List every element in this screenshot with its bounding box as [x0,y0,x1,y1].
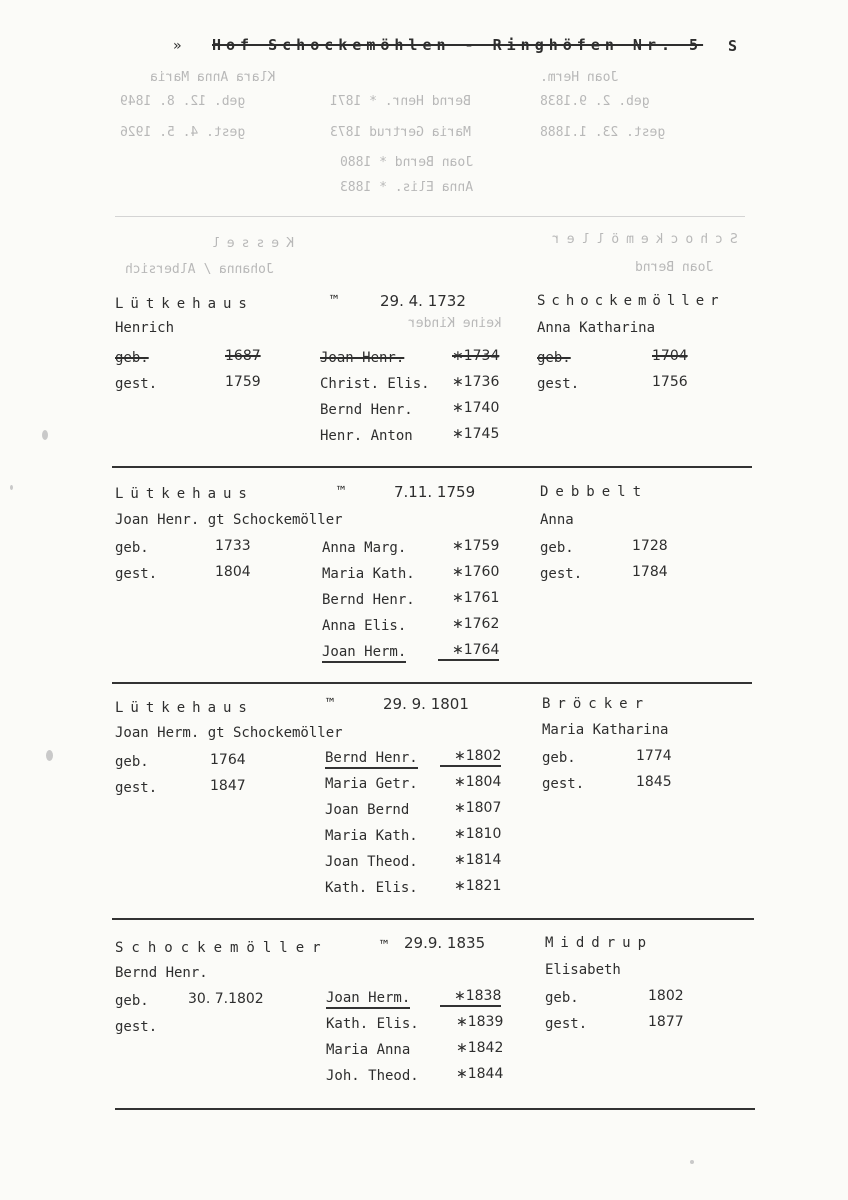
husband-died-year: 1804 [215,564,251,580]
header-prefix: » [173,38,182,54]
child-birth-year: ∗1802 [440,748,501,767]
child-birth-year: ∗1821 [454,878,502,894]
marriage-symbol: ™ [330,293,339,309]
husband-surname: Lütkehaus [115,486,254,502]
child-birth-year: ∗1761 [452,590,500,606]
husband-given-name: Henrich [115,320,175,336]
scan-speck [10,485,13,490]
husband-born-year: 1764 [210,752,246,768]
child-birth-year: ∗1759 [452,538,500,554]
bleed-through-text: Joan Bernd * 1880 [340,155,474,170]
child-birth-year: ∗1804 [454,774,502,790]
child-birth-year: ∗1838 [440,988,501,1007]
child-name: Joan Bernd [325,802,410,818]
child-birth-year: ∗1760 [452,564,500,580]
bleed-through-text: Joan Herm. [540,70,619,85]
child-name: Maria Kath. [325,828,418,844]
husband-surname: Lütkehaus [115,296,254,312]
child-birth-year: ∗1740 [452,400,500,416]
wife-born-year: 1704 [652,348,688,364]
husband-died-label: gest. [115,1019,158,1035]
bleed-through-text: gest. 23. 1.1888 [540,125,666,140]
section-divider [115,1108,755,1110]
child-name: Joan Theod. [325,854,418,870]
bleed-through-text: keine Kinder [408,316,502,331]
wife-died-label: gest. [545,1016,588,1032]
child-name: Kath. Elis. [325,880,418,896]
wife-born-label: geb. [542,750,576,766]
scan-speck [690,1160,694,1164]
section-divider [112,466,752,468]
child-birth-year: ∗1734 [452,348,500,364]
wife-born-year: 1728 [632,538,668,554]
child-name: Maria Anna [326,1042,411,1058]
wife-died-year: 1784 [632,564,668,580]
bleed-through-text: Schockemöller [545,232,738,247]
child-name: Joh. Theod. [326,1068,419,1084]
bleed-through-text: Joan Bernd [635,260,714,275]
scan-speck [42,430,48,440]
husband-born-year: 1687 [225,348,261,364]
husband-born-label: geb. [115,540,149,556]
bleed-through-text: Johanna / Albersich [125,262,274,277]
child-name: Christ. Elis. [320,376,430,392]
wife-born-year: 1774 [636,748,672,764]
wife-died-year: 1756 [652,374,688,390]
child-birth-year: ∗1736 [452,374,500,390]
bleed-through-text: Maria Gertrud 1873 [330,125,471,140]
husband-born-label: geb. [115,350,149,366]
bleed-through-text: Bernd Henr. * 1871 [330,94,471,109]
child-name: Bernd Henr. [322,592,415,608]
husband-given-name: Joan Henr. gt Schockemöller [115,512,343,528]
wife-born-label: geb. [545,990,579,1006]
child-birth-year: ∗1844 [456,1066,504,1082]
bleed-through-rule [115,216,745,217]
child-birth-year: ∗1745 [452,426,500,442]
marriage-date: 29. 4. 1732 [380,292,466,310]
bleed-through-text: gest. 4. 5. 1926 [120,125,246,140]
child-name: Bernd Henr. [320,402,413,418]
husband-died-year: 1847 [210,778,246,794]
bleed-through-text: geb. 12. 8. 1849 [120,94,246,109]
wife-surname: Bröcker [542,696,651,712]
child-name: Joan Herm. [322,644,406,663]
child-birth-year: ∗1814 [454,852,502,868]
wife-died-label: gest. [542,776,585,792]
wife-died-year: 1845 [636,774,672,790]
child-name: Joan Herm. [326,990,410,1009]
bleed-through-text: Klara Anna Maria [150,70,276,85]
wife-given-name: Anna [540,512,574,528]
section-divider [112,918,754,920]
husband-given-name: Joan Herm. gt Schockemöller [115,725,343,741]
child-name: Joan Henr. [320,350,405,366]
wife-born-year: 1802 [648,988,684,1004]
husband-born-year: 1733 [215,538,251,554]
husband-given-name: Bernd Henr. [115,965,208,981]
bleed-through-text: geb. 2. 9.1838 [540,94,650,109]
husband-born-label: geb. [115,993,149,1009]
child-name: Anna Marg. [322,540,407,556]
marriage-date: 29.9. 1835 [404,934,486,952]
wife-died-label: gest. [537,376,580,392]
husband-died-label: gest. [115,376,158,392]
child-name: Anna Elis. [322,618,407,634]
marriage-date: 7.11. 1759 [394,483,476,501]
wife-born-label: geb. [537,350,571,366]
bleed-through-text: Kessel [205,236,294,251]
child-name: Kath. Elis. [326,1016,419,1032]
husband-surname: Schockemöller [115,940,329,956]
child-birth-year: ∗1762 [452,616,500,632]
child-name: Maria Kath. [322,566,415,582]
child-birth-year: ∗1764 [438,642,499,661]
child-name: Henr. Anton [320,428,413,444]
wife-born-label: geb. [540,540,574,556]
wife-given-name: Anna Katharina [537,320,656,336]
marriage-symbol: ™ [326,696,335,712]
husband-died-year: 1759 [225,374,261,390]
husband-born-label: geb. [115,754,149,770]
scan-speck [46,750,53,761]
child-name: Maria Getr. [325,776,418,792]
husband-born-date: 30. 7.1802 [188,991,264,1007]
marriage-date: 29. 9. 1801 [383,695,469,713]
wife-surname: Debbelt [540,484,649,500]
wife-died-year: 1877 [648,1014,684,1030]
bleed-through-text: Anna Elis. * 1883 [340,180,474,195]
husband-died-label: gest. [115,780,158,796]
page-title: Hof Schockemöhlen - Ringhöfen Nr. 5 [212,36,704,54]
wife-given-name: Elisabeth [545,962,621,978]
child-birth-year: ∗1807 [454,800,502,816]
wife-given-name: Maria Katharina [542,722,669,738]
child-birth-year: ∗1839 [456,1014,504,1030]
wife-surname: Middrup [545,935,654,951]
marriage-symbol: ™ [337,484,346,500]
child-birth-year: ∗1842 [456,1040,504,1056]
section-divider [112,682,752,684]
wife-surname: Schockemöller [537,293,725,309]
husband-died-label: gest. [115,566,158,582]
header-suffix: S [728,37,738,55]
husband-surname: Lütkehaus [115,700,254,716]
wife-died-label: gest. [540,566,583,582]
child-name: Bernd Henr. [325,750,418,769]
marriage-symbol: ™ [380,938,389,954]
child-birth-year: ∗1810 [454,826,502,842]
